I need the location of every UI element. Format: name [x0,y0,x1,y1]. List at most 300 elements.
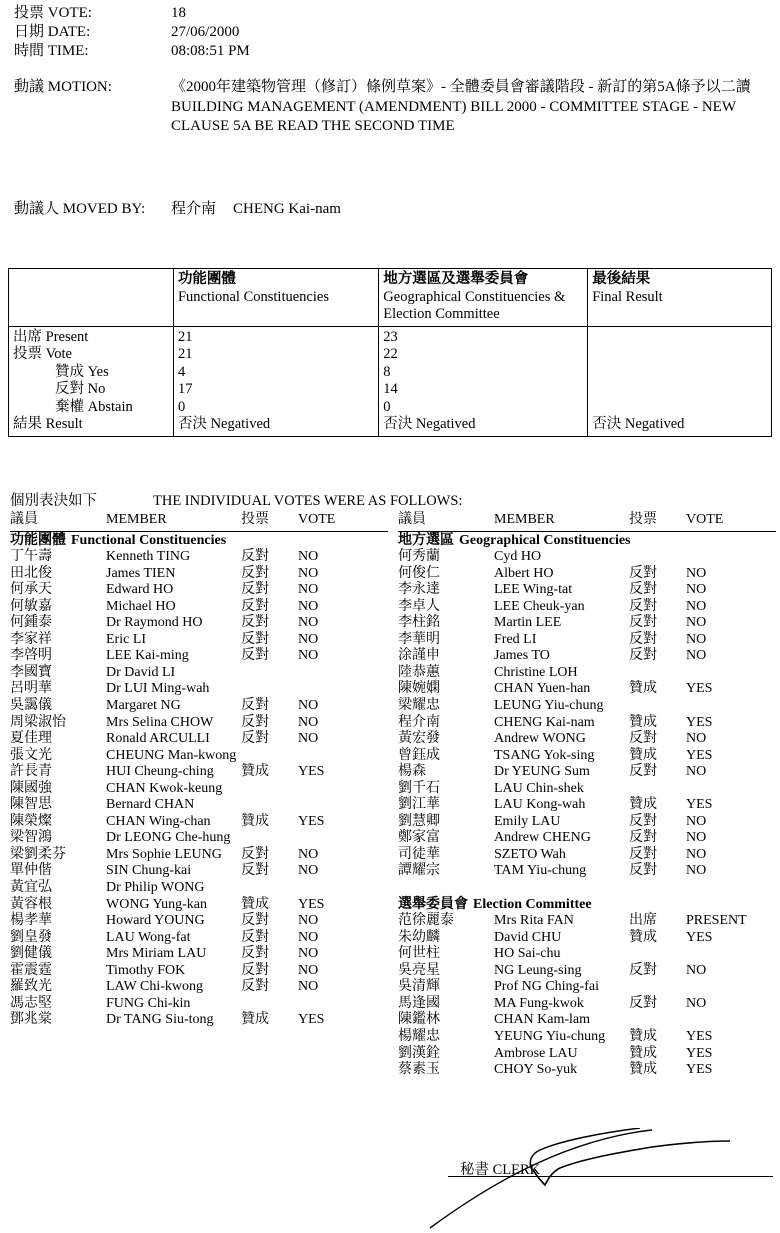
label-yes: 贊成 Yes [55,363,109,380]
vote-number-label: 投票 VOTE: [14,5,92,21]
member-vote-en: PRESENT [686,913,747,929]
member-vote-zh: 贊成 [629,1062,657,1078]
member-vote-row [10,946,388,963]
section-header [398,897,776,914]
member-name-zh: 鄭家富 [398,830,440,846]
member-vote-zh: 反對 [241,549,269,565]
fc-no: 17 [177,381,193,397]
member-name-en: Cyd HO [494,549,542,565]
member-vote-zh [629,781,686,798]
member-name-zh: 何敏嘉 [10,598,52,614]
gc-vote: 22 [383,346,398,362]
summary-values-functional [173,326,378,436]
member-name-en: Kenneth TING [106,549,191,565]
member-name-en: LEUNG Yiu-chung [494,698,604,714]
member-vote-row [398,764,776,781]
member-name-zh: 楊孝華 [10,913,52,929]
member-vote-en: YES [298,896,325,912]
member-name-zh: 梁智鴻 [10,830,52,846]
member-vote-row [398,863,776,880]
member-vote-en [686,549,776,566]
header-vote-en: VOTE [686,512,724,527]
member-vote-zh [629,665,686,682]
member-vote-row [10,632,388,649]
member-name-en: Mrs Sophie LEUNG [106,846,222,862]
member-vote-zh [629,698,686,715]
member-vote-row [398,1012,776,1029]
member-name-zh: 馬逢國 [398,995,440,1011]
member-vote-row [398,814,776,831]
member-name-en: YEUNG Yiu-chung [494,1028,606,1044]
member-name-zh: 馮志堅 [10,995,52,1011]
member-vote-en: YES [686,797,713,813]
vote-number-value: 18 [171,5,186,21]
member-vote-row [398,566,776,583]
member-vote-row [398,1029,776,1046]
fc-yes: 4 [177,363,186,380]
section-spacer [398,880,776,897]
motion-text-zh: 《2000年建築物管理（修訂）條例草案》- 全體委員會審議階段 - 新訂的第5A條予以二讀 [171,79,751,95]
member-vote-en [298,996,388,1013]
moved-by-name-en: CHENG Kai-nam [233,201,341,217]
member-name-zh: 霍震霆 [10,962,52,978]
member-vote-en: NO [298,549,319,565]
member-vote-zh: 贊成 [629,747,657,763]
member-vote-en [686,698,776,715]
member-name-en: Ronald ARCULLI [106,731,210,747]
member-vote-row [398,681,776,698]
moved-by-name-zh: 程介南 [171,201,217,217]
member-name-zh: 何世柱 [398,946,440,962]
summary-corner-cell [9,269,174,327]
member-vote-zh [629,979,686,996]
member-name-zh: 程介南 [398,714,440,730]
member-vote-zh: 反對 [241,648,269,664]
member-vote-row [398,698,776,715]
member-vote-row [10,566,388,583]
member-vote-row [398,913,776,930]
member-name-en: LAW Chi-kwong [106,979,204,995]
section-header-zh: 選舉委員會 [398,896,468,912]
member-vote-row [398,847,776,864]
section-header-zh: 地方選區 [398,532,454,548]
fc-vote: 21 [177,346,193,362]
member-name-en: CHENG Kai-nam [494,714,595,730]
summary-body-row [9,326,772,436]
section-header [398,533,776,550]
member-name-zh: 李啓明 [10,648,52,664]
member-vote-zh: 反對 [241,714,269,730]
member-name-zh: 張文光 [10,747,52,763]
member-vote-row [398,1046,776,1063]
member-vote-row [10,979,388,996]
motion-block [14,78,774,137]
member-name-zh: 單仲偕 [10,863,52,879]
member-vote-zh [241,880,298,897]
final-result: 否決 Negatived [592,416,685,432]
member-vote-en: YES [686,714,713,730]
gc-present: 23 [383,328,398,345]
member-vote-zh [241,748,298,765]
member-vote-en [298,830,388,847]
member-name-zh: 丁午壽 [10,549,52,565]
member-name-en: Margaret NG [106,698,181,714]
member-vote-en: NO [686,830,707,846]
member-vote-zh: 反對 [629,615,657,631]
individual-votes-title-en: THE INDIVIDUAL VOTES WERE AS FOLLOWS: [153,493,463,509]
member-name-en: Edward HO [106,582,174,598]
member-name-zh: 李柱銘 [398,615,440,631]
member-vote-row [10,715,388,732]
member-vote-en: NO [686,615,707,631]
gc-result: 否決 Negatived [383,416,476,432]
member-vote-zh: 反對 [241,979,269,995]
member-name-en: MA Fung-kwok [494,995,584,1011]
header-member-zh: 議員 [398,512,426,527]
member-vote-row [10,698,388,715]
column-header-left [10,512,388,531]
member-name-zh: 劉漢銓 [398,1045,440,1061]
member-vote-en: NO [686,648,707,664]
member-vote-zh: 贊成 [629,1028,657,1044]
member-vote-zh: 反對 [629,582,657,598]
member-name-en: Mrs Miriam LAU [106,946,207,962]
member-name-zh: 陸恭蕙 [398,664,440,680]
member-vote-row [398,599,776,616]
individual-votes-title-zh: 個別表決如下 [10,493,97,509]
member-vote-en: NO [298,565,319,581]
member-vote-en: NO [298,582,319,598]
label-present: 出席 Present [13,328,89,345]
member-name-zh: 陳國強 [10,780,52,796]
clerk-signature-mark [400,1128,780,1233]
member-vote-zh: 反對 [241,565,269,581]
member-vote-en: NO [686,565,707,581]
fc-result: 否決 Negatived [177,416,271,432]
member-name-en: SZETO Wah [494,846,566,862]
member-vote-zh: 反對 [629,962,657,978]
member-vote-en: YES [298,813,325,829]
member-name-en: Timothy FOK [106,962,186,978]
member-name-en: Dr Philip WONG [106,880,205,896]
member-vote-zh: 贊成 [629,681,657,697]
member-vote-en: NO [298,863,319,879]
member-vote-en: YES [298,1012,325,1028]
section-header [10,533,388,550]
member-vote-zh: 反對 [241,929,269,945]
member-vote-zh: 反對 [241,962,269,978]
summary-header-functional: 功能團體 Functional Constituencies [173,269,378,327]
member-vote-en [686,946,776,963]
member-name-zh: 李永達 [398,582,440,598]
gc-no: 14 [383,381,398,397]
header-vote-zh: 投票 [629,512,657,527]
vote-number-row [14,4,774,23]
member-vote-row [398,549,776,566]
summary-header-geographical: 地方選區及選舉委員會 Geographical Constituencies & Election Committee [379,269,588,327]
member-vote-row [398,979,776,996]
member-name-en: CHAN Wing-chan [106,813,211,829]
member-vote-zh: 贊成 [241,1012,269,1028]
member-name-zh: 李家祥 [10,631,52,647]
member-vote-zh: 反對 [629,598,657,614]
column-header-right [398,512,776,531]
member-name-zh: 周梁淑怡 [10,714,66,730]
member-name-en: CHAN Kwok-keung [106,780,223,796]
member-vote-zh [241,781,298,798]
member-vote-row [10,648,388,665]
member-name-en: LAU Chin-shek [494,780,584,796]
member-name-zh: 譚耀宗 [398,863,440,879]
fc-present: 21 [177,328,193,345]
member-name-en: TAM Yiu-chung [494,863,587,879]
member-name-zh: 夏佳理 [10,731,52,747]
header-member-en: MEMBER [106,512,167,527]
member-vote-zh: 贊成 [241,764,269,780]
label-result: 結果 Result [13,416,83,432]
member-name-en: Michael HO [106,598,176,614]
member-name-zh: 朱幼麟 [398,929,440,945]
member-name-zh: 劉皇發 [10,929,52,945]
signature-block [400,1128,780,1233]
member-vote-zh: 贊成 [629,714,657,730]
member-name-en: Dr David LI [106,664,176,680]
member-vote-en: NO [686,764,707,780]
member-vote-row [10,963,388,980]
section-header-en: Geographical Constituencies [459,532,631,548]
member-name-zh: 陳婉嫻 [398,681,440,697]
member-vote-en [686,781,776,798]
member-vote-zh: 反對 [629,995,657,1011]
member-vote-row [10,863,388,880]
header-vote-zh: 投票 [241,512,269,527]
motion-label: 動議 MOTION: [14,79,112,95]
member-vote-en: NO [298,979,319,995]
member-vote-row [10,731,388,748]
member-vote-row [10,748,388,765]
member-name-zh: 何俊仁 [398,565,440,581]
member-vote-row [398,996,776,1013]
member-vote-en: YES [686,681,713,697]
member-vote-en: YES [686,929,713,945]
member-vote-zh: 反對 [241,582,269,598]
member-name-en: Christine LOH [494,664,578,680]
member-vote-row [398,963,776,980]
member-name-en: Andrew WONG [494,731,586,747]
member-name-zh: 陳榮燦 [10,813,52,829]
label-vote: 投票 Vote [13,346,72,362]
member-vote-row [10,764,388,781]
member-vote-en: NO [298,962,319,978]
member-name-en: Howard YOUNG [106,913,205,929]
summary-values-geographical [379,326,588,436]
vote-summary-table [8,268,772,437]
member-vote-row [10,913,388,930]
member-vote-row [398,648,776,665]
member-vote-en: NO [686,631,707,647]
member-name-en: LEE Wing-tat [494,582,573,598]
member-vote-en: NO [298,731,319,747]
votes-column-left [10,512,388,1029]
member-name-en: CHAN Kam-lam [494,1012,591,1028]
member-vote-row [10,797,388,814]
header-member-en: MEMBER [494,512,555,527]
member-vote-row [398,830,776,847]
member-vote-zh: 反對 [241,731,269,747]
member-name-zh: 陳鑑林 [398,1012,440,1028]
member-name-en: James TO [494,648,550,664]
member-vote-row [10,615,388,632]
time-label: 時間 TIME: [14,43,89,59]
member-name-en: Martin LEE [494,615,562,631]
member-name-en: Andrew CHENG [494,830,591,846]
date-value: 27/06/2000 [171,24,240,40]
summary-header-final: 最後結果 Final Result [588,269,772,327]
member-name-en: Dr Raymond HO [106,615,203,631]
member-vote-en [298,665,388,682]
header-rule-right [398,531,776,532]
member-name-en: SIN Chung-kai [106,863,192,879]
member-vote-en [686,665,776,682]
motion-text-en-line2: CLAUSE 5A BE READ THE SECOND TIME [171,118,455,134]
member-name-zh: 羅致光 [10,979,52,995]
member-vote-zh: 反對 [241,846,269,862]
member-vote-zh: 反對 [629,565,657,581]
gc-abstain: 0 [383,398,391,415]
summary-row-labels [9,326,174,436]
section-header-en: Election Committee [473,896,592,912]
member-vote-en: NO [686,598,707,614]
member-name-zh: 梁劉柔芬 [10,846,66,862]
member-vote-en: YES [686,1062,713,1078]
member-vote-row [10,599,388,616]
votes-list-left [10,533,388,1029]
fc-abstain: 0 [177,398,186,415]
member-name-zh: 何承天 [10,582,52,598]
member-vote-row [10,781,388,798]
member-vote-zh [241,830,298,847]
member-name-en: LEE Kai-ming [106,648,189,664]
member-name-zh: 劉江華 [398,797,440,813]
member-vote-zh: 贊成 [629,797,657,813]
member-vote-zh: 贊成 [241,813,269,829]
member-name-en: Dr TANG Siu-tong [106,1012,214,1028]
date-row [14,23,774,42]
member-vote-row [10,1012,388,1029]
member-vote-zh: 反對 [629,846,657,862]
member-name-zh: 涂謹申 [398,648,440,664]
member-vote-zh [241,797,298,814]
motion-text [171,78,771,137]
member-vote-en: YES [686,747,713,763]
member-vote-zh: 反對 [629,648,657,664]
member-vote-en: NO [686,731,707,747]
member-vote-en [298,781,388,798]
member-vote-zh: 贊成 [629,929,657,945]
member-vote-en [298,748,388,765]
member-vote-en [298,797,388,814]
member-name-zh: 許長青 [10,764,52,780]
member-vote-zh: 反對 [629,731,657,747]
member-name-en: David CHU [494,929,562,945]
member-name-zh: 梁耀忠 [398,698,440,714]
member-vote-row [10,897,388,914]
member-name-en: Bernard CHAN [106,797,195,813]
section-header-zh: 功能團體 [10,532,66,548]
member-name-en: FUNG Chi-kin [106,995,191,1011]
member-name-zh: 吳清輝 [398,979,440,995]
member-vote-en [686,979,776,996]
member-name-zh: 楊耀忠 [398,1028,440,1044]
member-vote-zh: 反對 [629,830,657,846]
section-header-en: Functional Constituencies [71,532,227,548]
header-vote-en: VOTE [298,512,336,527]
member-vote-row [398,665,776,682]
member-vote-row [398,781,776,798]
member-vote-zh [241,996,298,1013]
member-vote-en: NO [298,714,319,730]
member-vote-en: NO [298,913,319,929]
member-vote-en: NO [686,995,707,1011]
member-name-en: TSANG Yok-sing [494,747,595,763]
member-name-en: CHEUNG Man-kwong [106,747,237,763]
summary-header-row [9,269,772,327]
member-name-zh: 李國寶 [10,664,52,680]
member-name-en: Emily LAU [494,813,561,829]
member-vote-zh: 反對 [629,764,657,780]
member-vote-row [398,715,776,732]
individual-votes-title [10,489,462,510]
member-name-zh: 黃宜弘 [10,880,52,896]
member-vote-en: YES [686,1045,713,1061]
member-name-en: Albert HO [494,565,554,581]
member-vote-zh [629,1012,686,1029]
member-vote-row [10,665,388,682]
member-vote-row [398,748,776,765]
member-vote-row [10,549,388,566]
member-name-en: CHOY So-yuk [494,1062,578,1078]
member-vote-row [398,797,776,814]
time-value: 08:08:51 PM [171,43,250,59]
header-rule-left [10,531,388,532]
member-name-zh: 何鍾泰 [10,615,52,631]
date-label: 日期 DATE: [14,24,91,40]
member-name-zh: 李華明 [398,631,440,647]
member-name-zh: 曾鈺成 [398,747,440,763]
member-vote-zh: 反對 [629,863,657,879]
member-name-en: WONG Yung-kan [106,896,207,912]
member-vote-row [10,582,388,599]
member-vote-en: NO [298,648,319,664]
member-vote-en: NO [298,598,319,614]
member-name-zh: 吳亮星 [398,962,440,978]
member-vote-row [398,615,776,632]
member-vote-row [398,1062,776,1079]
member-vote-row [10,681,388,698]
member-vote-row [398,632,776,649]
member-name-zh: 蔡素玉 [398,1062,440,1078]
member-vote-zh: 反對 [241,863,269,879]
member-vote-zh: 贊成 [629,1045,657,1061]
member-name-zh: 司徒華 [398,846,440,862]
member-vote-zh: 反對 [241,631,269,647]
member-vote-row [398,930,776,947]
member-vote-zh: 反對 [241,598,269,614]
member-name-zh: 李卓人 [398,598,440,614]
member-vote-en: NO [686,863,707,879]
member-vote-en: NO [298,631,319,647]
member-vote-en: NO [686,846,707,862]
